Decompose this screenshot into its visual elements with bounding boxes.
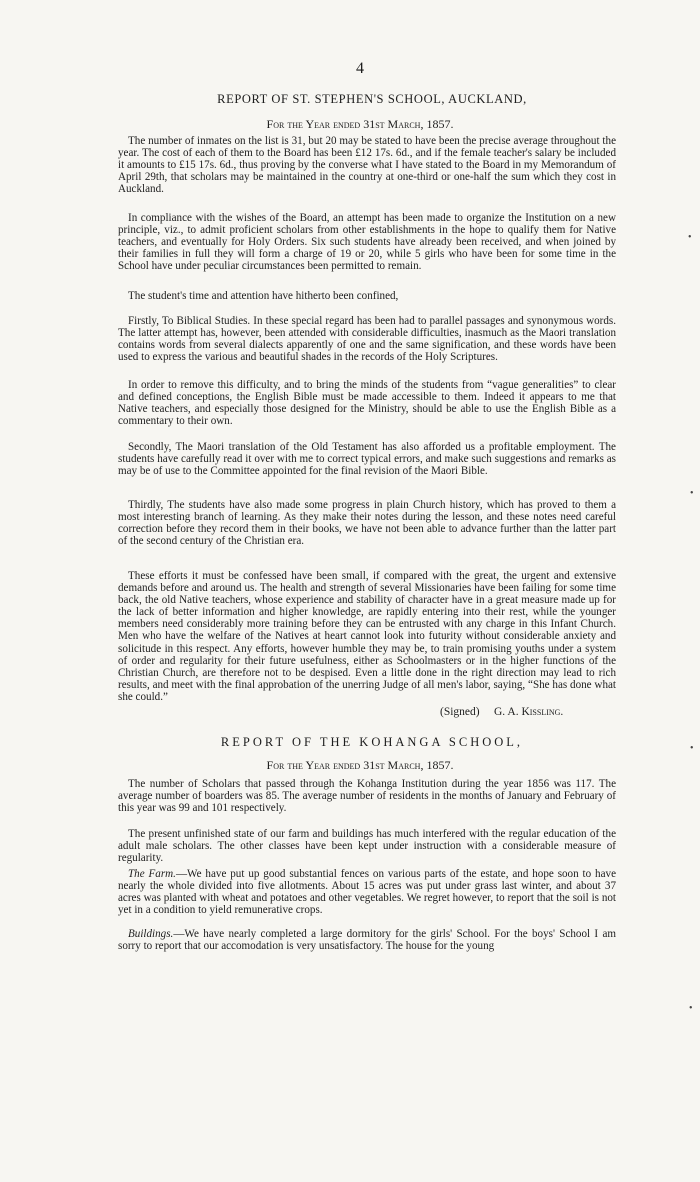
paragraph-block — [118, 212, 616, 272]
paragraph: Secondly, The Maori translation of the Old Testament has also afforded us a profitable employment. The students have carefully read it over with me to correct typical errors, and make such suggestions and remarks as may be of use to the Committee appointed for the final revision of the Maori Bible. — [118, 441, 616, 478]
paragraph-block — [118, 379, 616, 427]
report-title-kohanga: REPORT OF THE KOHANGA SCHOOL, — [220, 735, 524, 749]
report-subtitle-kohanga: For the Year ended 31st March, 1857. — [266, 758, 454, 772]
report-body-st-stephens — [118, 135, 616, 195]
paragraph-block — [118, 928, 616, 952]
buildings-heading: Buildings. — [128, 928, 174, 940]
paragraph: In order to remove this difficulty, and to bring the minds of the students from “vague generalities” to clear and defined conceptions, the English Bible must be made accessible to them. Indeed it appears to me that Native teachers, and especially those designed for the Ministry, should be able to use the English Bible as a commentary to their own. — [118, 379, 616, 428]
farm-text: —We have put up good substantial fences on various parts of the estate, and hope soon to have nearly the whole divided into five allotments. About 15 acres was put under grass last winter, and about 37 acres was planted with wheat and potatoes and other vegetables. We regret however, to report that the soil is not yet in a condition to yield remunerative crops. — [118, 868, 616, 917]
signer-name: G. A. Kissling. — [493, 706, 564, 718]
signature-line — [440, 706, 563, 718]
farm-heading: The Farm. — [128, 868, 176, 880]
margin-mark: • — [690, 488, 694, 499]
paragraph: The present unfinished state of our farm and buildings has much interfered with the regular education of the adult male scholars. The other classes have been kept under instruction with a considerable measure of regularity. — [118, 828, 616, 865]
paragraph: The number of Scholars that passed through the Kohanga Institution during the year 1856 was 117. The average number of boarders was 85. The average number of residents in the months of January and February of this year was 99 and 101 respectively. — [118, 778, 616, 815]
paragraph-block — [118, 868, 616, 916]
paragraph-block — [118, 570, 616, 703]
paragraph-block — [118, 778, 616, 814]
paragraph-block — [118, 315, 616, 363]
report-subtitle-st-stephens: For the Year ended 31st March, 1857. — [266, 117, 454, 131]
page-number: 4 — [356, 60, 364, 77]
margin-mark: • — [688, 232, 692, 243]
paragraph: In compliance with the wishes of the Board, an attempt has been made to organize the Institution on a new principle, viz., to admit proficient scholars from other establishments in the hope to qualify them for Native teachers, and eventually for Holy Orders. Six such students have already been received, and when joined by their families in full they will form a charge of 19 or 20, while 5 girls who have been for some time in the School have under peculiar circumstances been permitted to remain. — [118, 212, 616, 273]
paragraph: These efforts it must be confessed have been small, if compared with the great, the urgent and extensive demands before and around us. The health and strength of several Missionaries have been failing for some time back, the old Native teachers, whose experience and stability of character have in a great measure made up for the lack of better information and higher knowledge, are rapidly entering into their rest, while the younger members need considerably more training before they can be entrusted with any charge in this Infant Church. Men who have the welfare of the Natives at heart cannot look into futurity without considerable anxiety and solicitude in this respect. Any efforts, however humble they may be, to train promising youths under a system of order and regularity for their future usefulness, either as Schoolmasters or in the higher functions of the Christian Church, are therefore not to be despised. Even a little done in the right direction may lead to rich results, and meet with the final approbation of the unerring Judge of all men's labor, saying, “She has done what she could.” — [118, 570, 616, 703]
paragraph-block — [118, 290, 616, 302]
paragraph-farm — [118, 868, 616, 916]
paragraph-block — [118, 828, 616, 864]
margin-mark: • — [690, 743, 694, 754]
paragraph: Thirdly, The students have also made some progress in plain Church history, which has proved to them a most interesting branch of learning. As they make their notes during the lesson, and these notes need careful correction before they record them in their books, we have not been able to advance further than the latter part of the second century of the Christian era. — [118, 499, 616, 548]
paragraph: Firstly, To Biblical Studies. In these special regard has been had to parallel passages and synonymous words. The latter attempt has, however, been attended with considerable difficulties, inasmuch as the Maori translation contains words from several dialects apparently of one and the same signification, and these words have been used to express the various and beautiful shades in the records of the Holy Scriptures. — [118, 315, 616, 364]
paragraph-buildings — [118, 928, 616, 952]
buildings-text: —We have nearly completed a large dormitory for the girls' School. For the boys' School I am sorry to report that our accomodation is very unsatisfactory. The house for the young — [118, 928, 616, 953]
paragraph-block — [118, 499, 616, 547]
paragraph: The student's time and attention have hitherto been confined, — [128, 290, 399, 302]
report-title-st-stephens: REPORT OF ST. STEPHEN'S SCHOOL, AUCKLAND, — [217, 92, 527, 106]
paragraph: The number of inmates on the list is 31, but 20 may be stated to have been the precise average throughout the year. The cost of each of them to the Board has been £12 17s. 6d., and if the female teacher's salary be included it amounts to £15 17s. 6d., thus proving by the converse what I have stated to the Board in my Memorandum of April 29th, that scholars may be maintained in the country at one-third or one-half the sum which they cost in Auckland. — [118, 135, 616, 196]
margin-mark: • — [689, 1003, 693, 1014]
signed-label: (Signed) — [440, 706, 480, 718]
paragraph-block — [118, 441, 616, 477]
